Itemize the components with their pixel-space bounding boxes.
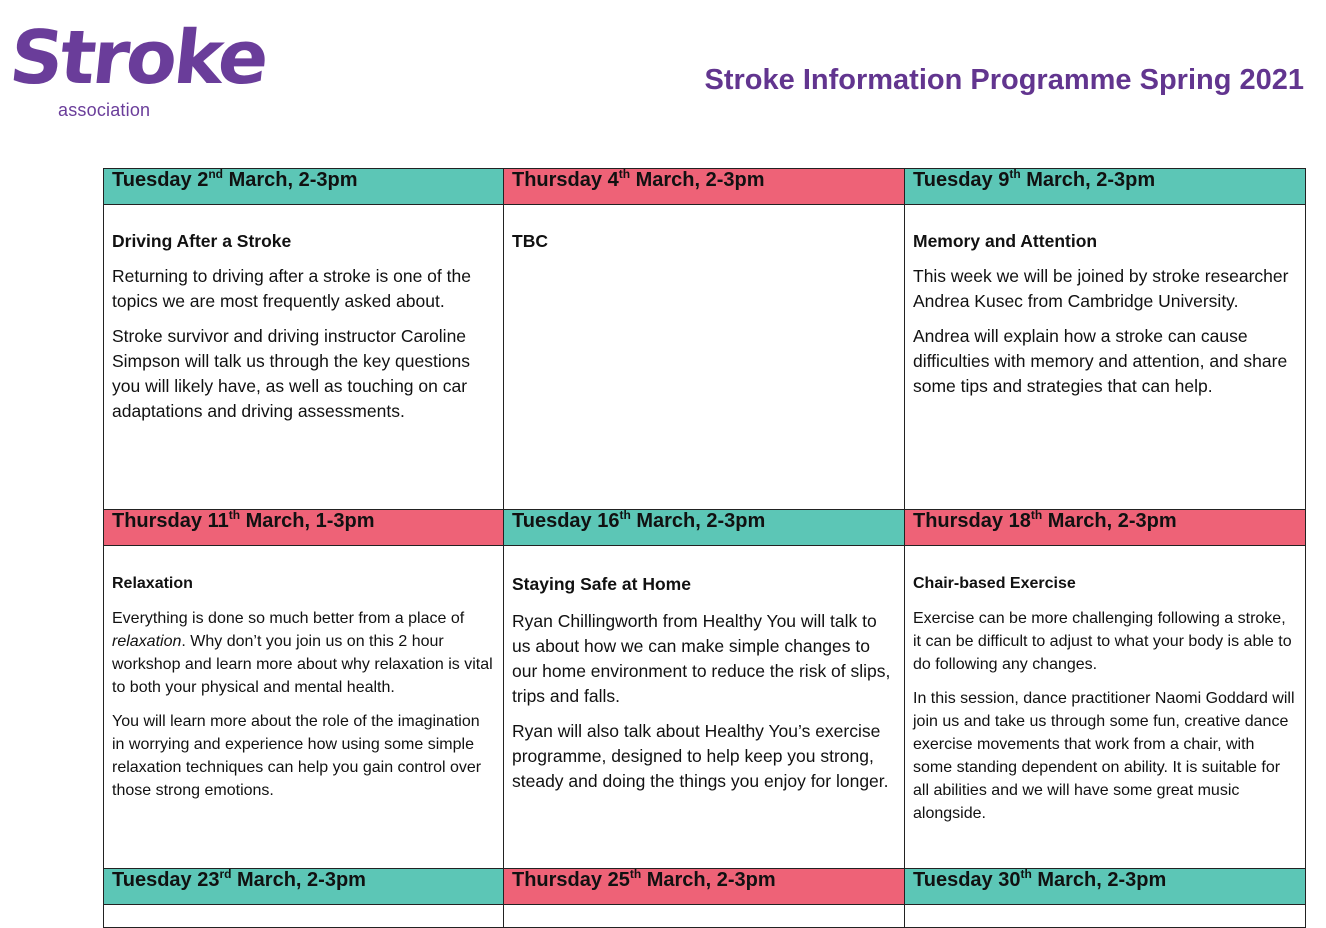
table-row xyxy=(104,510,1306,546)
session-date-header: Tuesday 23rd March, 2-3pm xyxy=(104,869,504,905)
session-title: Relaxation xyxy=(112,575,193,592)
session-date-header: Thursday 25th March, 2-3pm xyxy=(504,869,905,905)
session-cell xyxy=(905,205,1306,510)
session-description: Stroke survivor and driving instructor Caroline Simpson will talk us through the key questions you will likely have, as well as touching on car adaptations and driving assessments. xyxy=(112,326,470,421)
session-date-header: Thursday 18th March, 2-3pm xyxy=(905,510,1306,546)
session-cell xyxy=(905,546,1306,869)
session-title: Memory and Attention xyxy=(913,231,1098,251)
session-cell xyxy=(104,205,504,510)
session-cell xyxy=(104,546,504,869)
session-cell xyxy=(504,905,905,928)
session-date-header: Tuesday 30th March, 2-3pm xyxy=(905,869,1306,905)
session-cell xyxy=(104,905,504,928)
session-description: Andrea will explain how a stroke can cause difficulties with memory and attention, and share some tips and strategies that can help. xyxy=(913,326,1288,396)
session-cell xyxy=(504,205,905,510)
session-description: This week we will be joined by stroke researcher Andrea Kusec from Cambridge University. xyxy=(913,266,1289,311)
table-row xyxy=(104,905,1306,928)
logo-wordmark: Stroke xyxy=(5,15,271,101)
session-description: In this session, dance practitioner Naomi Goddard will join us and take us through some fun, creative dance exercise movements that work from a chair, with some standing dependent on ability. It is suitable for all abilities and we will have some great music alongside. xyxy=(913,690,1295,822)
session-description: Ryan will also talk about Healthy You’s exercise programme, designed to help keep you strong, steady and doing the things you enjoy for longer. xyxy=(512,721,889,791)
session-date-header: Tuesday 2nd March, 2-3pm xyxy=(104,169,504,205)
session-description: Exercise can be more challenging following a stroke, it can be difficult to adjust to what your body is able to do following any changes. xyxy=(913,610,1292,673)
stroke-association-logo xyxy=(5,15,271,128)
programme-table xyxy=(103,168,1306,928)
table-row xyxy=(104,869,1306,905)
session-description: Returning to driving after a stroke is one of the topics we are most frequently asked about. xyxy=(112,266,471,311)
session-description: You will learn more about the role of the imagination in worrying and experience how using some simple relaxation techniques can help you gain control over those strong emotions. xyxy=(112,713,482,799)
session-cell xyxy=(905,905,1306,928)
session-date-header: Thursday 11th March, 1-3pm xyxy=(104,510,504,546)
table-row xyxy=(104,546,1306,869)
session-cell xyxy=(504,546,905,869)
session-date-header: Tuesday 16th March, 2-3pm xyxy=(504,510,905,546)
session-date-header: Thursday 4th March, 2-3pm xyxy=(504,169,905,205)
logo-subtitle: association xyxy=(58,100,151,120)
session-title: Staying Safe at Home xyxy=(512,574,691,594)
session-date-header: Tuesday 9th March, 2-3pm xyxy=(905,169,1306,205)
table-row xyxy=(104,169,1306,205)
session-title: Driving After a Stroke xyxy=(112,231,292,251)
session-title: TBC xyxy=(512,231,548,251)
table-row xyxy=(104,205,1306,510)
session-description: Ryan Chillingworth from Healthy You will talk to us about how we can make simple changes to our home environment to reduce the risk of slips, trips and falls. xyxy=(512,611,891,706)
page-title: Stroke Information Programme Spring 2021 xyxy=(704,64,1304,96)
session-description: Everything is done so much better from a place of relaxation. Why don’t you join us on this 2 hour workshop and learn more about why relaxation is vital to both your physical and mental health. xyxy=(112,610,493,696)
session-title: Chair-based Exercise xyxy=(913,575,1076,592)
